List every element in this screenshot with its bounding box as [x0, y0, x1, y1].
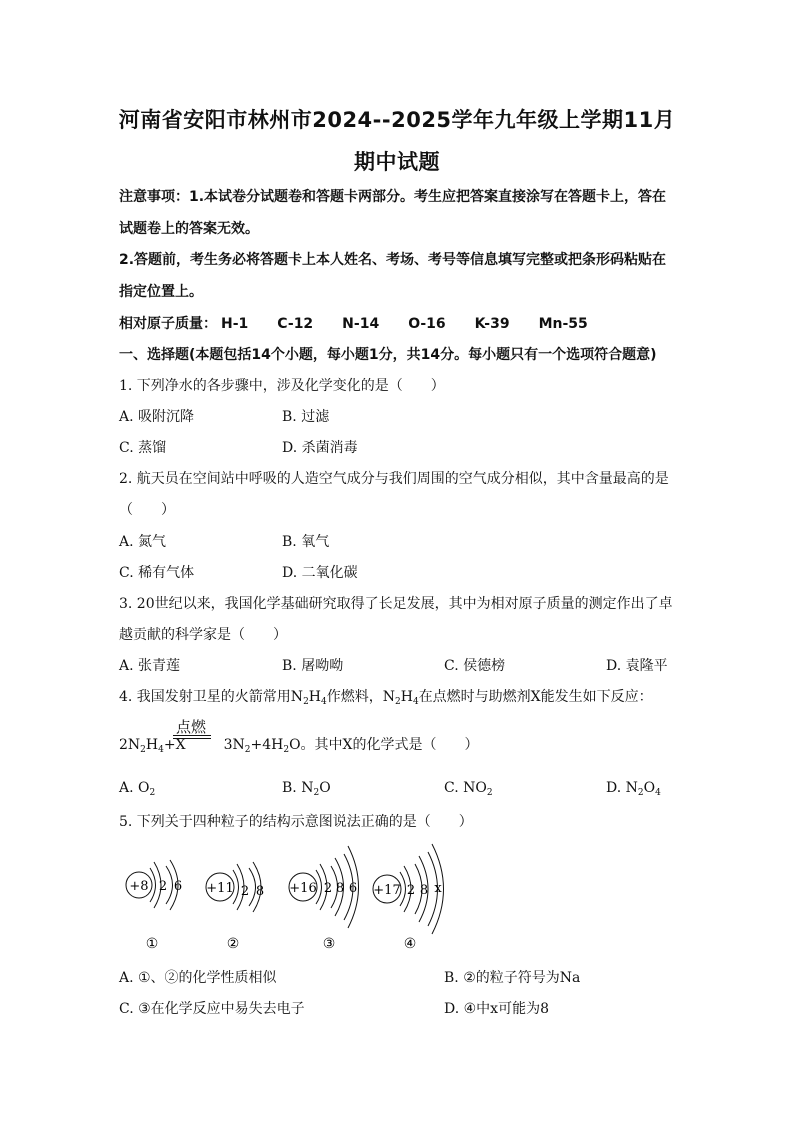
q1-option-a: A. 吸附沉降	[119, 409, 195, 425]
subscript: 2	[637, 788, 644, 798]
particle-diagram-1	[126, 860, 182, 952]
particle-index: ①	[145, 936, 159, 952]
shell-electron-count: 6	[173, 879, 183, 894]
shell-electron-count: x	[434, 881, 442, 896]
option-text: O	[643, 780, 656, 796]
subscript: 2	[149, 788, 156, 798]
q5-option-d: D. ④中x可能为8	[444, 1001, 549, 1017]
subscript: 2	[303, 697, 309, 707]
notice-line4: 指定位置上。	[119, 284, 203, 300]
subscript: 4	[158, 745, 164, 755]
subscript: 2	[395, 697, 401, 707]
shell-electron-count: 2	[240, 884, 250, 899]
q1-option-b: B. 过滤	[282, 409, 330, 425]
option-text: B. N	[282, 780, 314, 796]
q3-option-c: C. 侯德榜	[444, 658, 506, 674]
option-text: D. N	[606, 780, 638, 796]
subscript: 2	[313, 788, 320, 798]
shell-electron-count: 8	[335, 881, 345, 896]
notice-line3: 2.答题前，考生务必将答题卡上本人姓名、考场、考号等信息填写完整或把条形码粘贴在	[119, 252, 667, 268]
q2-stem-line2: （ ）	[119, 502, 175, 518]
q4-stem-part: H	[400, 689, 413, 705]
atomic-mass-label: 相对原子质量：	[119, 316, 217, 332]
q4-option-c	[444, 780, 493, 796]
particle-index: ④	[403, 936, 417, 952]
nucleus-label: +17	[373, 883, 401, 898]
subscript: 2	[486, 788, 493, 798]
shell-electron-count: 2	[323, 881, 333, 896]
mass-item: O-16	[408, 316, 446, 332]
nucleus-label: +11	[206, 881, 234, 896]
option-text: A. O	[119, 780, 150, 796]
q5-stem: 5. 下列关于四种粒子的结构示意图说法正确的是（ ）	[119, 814, 473, 830]
notice-line1: 注意事项：1.本试卷分试题卷和答题卡两部分。考生应把答案直接涂写在答题卡上，答在	[119, 189, 667, 205]
subscript: 2	[140, 745, 146, 755]
option-text: C. NO	[444, 780, 487, 796]
q4-stem-part: 4. 我国发射卫星的火箭常用N	[119, 689, 304, 705]
nucleus-label: +8	[129, 879, 149, 894]
q2-option-d: D. 二氧化碳	[282, 565, 358, 581]
option-text: O	[319, 780, 331, 796]
shell-electron-count: 2	[406, 883, 416, 898]
reaction-condition: 点燃	[176, 718, 207, 736]
q1-option-d: D. 杀菌消毒	[282, 440, 358, 456]
shell-electron-count: 2	[158, 879, 168, 894]
q4-option-d	[606, 780, 661, 796]
exam-title-line1: 河南省安阳市林州市2024--2025学年九年级上学期11月	[118, 108, 676, 132]
q4-stem-part: 在点燃时与助燃剂X能发生如下反应：	[418, 689, 653, 705]
equation-part: +4H	[250, 737, 284, 753]
q3-option-a: A. 张青莲	[119, 658, 181, 674]
subscript: 4	[412, 697, 419, 707]
subscript: 2	[244, 745, 251, 755]
equation-part: O。其中X的化学式是（ ）	[289, 737, 479, 753]
q2-option-c: C. 稀有气体	[119, 565, 195, 581]
particle-diagram-3	[289, 846, 359, 952]
section-heading: 一、选择题(本题包括14个小题，每小题1分，共14分。每小题只有一个选项符合题意)	[119, 347, 657, 363]
subscript: 2	[283, 745, 290, 755]
q4-option-b	[282, 780, 331, 796]
shell-electron-count: 8	[255, 884, 265, 899]
shell-electron-count: 6	[348, 881, 358, 896]
equation-part: H	[145, 737, 159, 753]
equation-part: 3N	[223, 737, 245, 753]
exam-title-line2: 期中试题	[354, 150, 440, 174]
q3-option-d: D. 袁隆平	[606, 658, 668, 674]
mass-item: Mn-55	[538, 316, 588, 332]
nucleus-label: +16	[289, 881, 317, 896]
atomic-mass-line	[119, 313, 617, 333]
q1-option-c: C. 蒸馏	[119, 440, 167, 456]
particle-diagram-4	[373, 844, 444, 952]
particle-index: ③	[322, 936, 336, 952]
q5-option-c: C. ③在化学反应中易失去电子	[119, 1001, 305, 1017]
q5-option-a: A. ①、②的化学性质相似	[119, 970, 277, 986]
notice-line2: 试题卷上的答案无效。	[119, 221, 259, 237]
mass-item: N-14	[342, 316, 380, 332]
mass-item: C-12	[277, 316, 314, 332]
shell-electron-count: 8	[419, 883, 429, 898]
mass-item: H-1	[221, 316, 249, 332]
atom-structure-diagrams	[0, 840, 794, 960]
q2-stem-line1: 2. 航天员在空间站中呼吸的人造空气成分与我们周围的空气成分相似，其中含量最高的是	[119, 471, 669, 487]
subscript: 4	[655, 788, 661, 798]
q4-stem-part: H	[308, 689, 322, 705]
q5-option-b: B. ②的粒子符号为Na	[444, 970, 581, 986]
q2-option-b: B. 氧气	[282, 534, 330, 550]
particle-diagram-2	[206, 862, 264, 952]
q1-stem: 1. 下列净水的各步骤中，涉及化学变化的是（ ）	[119, 378, 445, 394]
q3-option-b: B. 屠呦呦	[282, 658, 344, 674]
q4-stem	[119, 686, 653, 706]
equation-part: +X	[163, 737, 186, 753]
q2-option-a: A. 氮气	[119, 534, 167, 550]
equation-part: 2N	[119, 737, 141, 753]
particle-index: ②	[226, 936, 240, 952]
q3-stem-line2: 越贡献的科学家是（ ）	[119, 627, 287, 643]
q4-stem-part: 作燃料，N	[326, 689, 395, 705]
mass-item: K-39	[474, 316, 510, 332]
q3-stem-line1: 3. 20世纪以来，我国化学基础研究取得了长足发展，其中为相对原子质量的测定作出了卓	[119, 596, 673, 612]
q4-equation	[119, 734, 479, 754]
subscript: 4	[321, 697, 327, 707]
q4-option-a	[119, 780, 155, 796]
